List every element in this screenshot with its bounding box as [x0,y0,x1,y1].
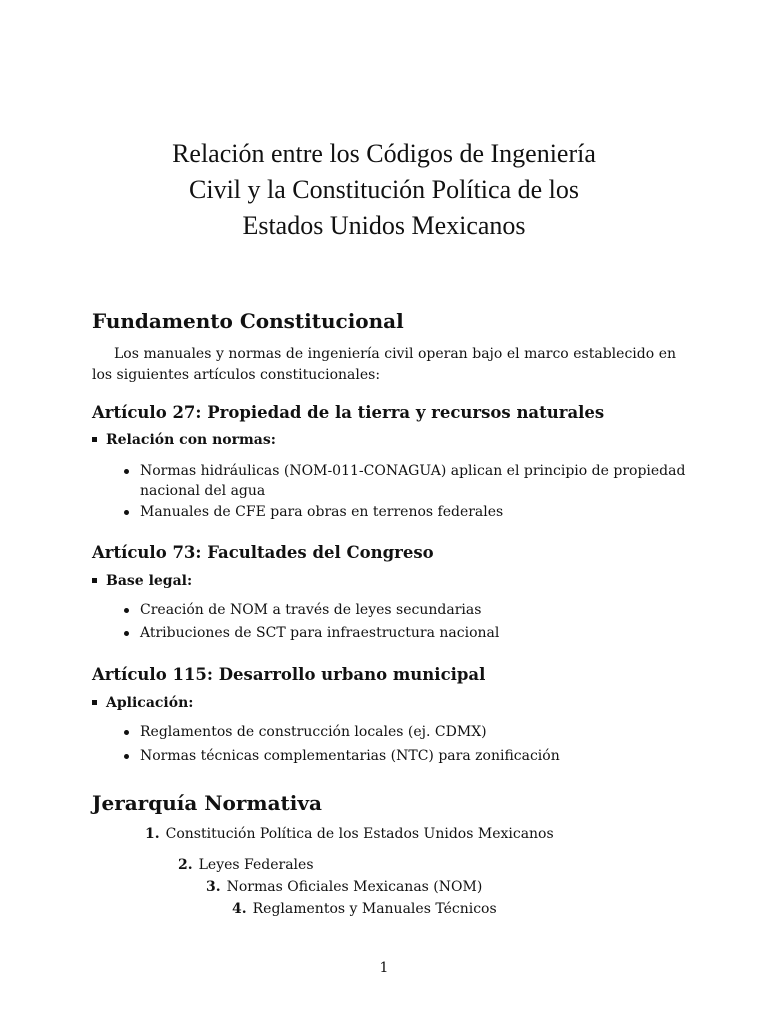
hierarchy-item-2 [178,855,314,875]
title-line: Estados Unidos Mexicanos [242,211,526,240]
item-text: Reglamentos y Manuales Técnicos [252,901,497,917]
article-115-heading: Artículo 115: Desarrollo urbano municipal [92,665,486,684]
bullet-label: Base legal: [106,573,193,589]
list-item-text: Manuales de CFE para obras en terrenos federales [140,504,504,520]
article-73-label [92,571,192,591]
item-number: 2. [178,857,193,873]
hierarchy-item-4 [232,899,497,919]
page-number: 1 [379,960,389,976]
article-27-label [92,430,276,450]
list-item-text: Normas técnicas complementarias (NTC) para zonificación [140,748,560,764]
list-item [124,502,692,522]
article-115-label [92,693,193,713]
intro-paragraph: Los manuales y normas de ingeniería civil operan bajo el marco establecido en los siguientes artículos constitucionales: [92,346,676,383]
square-bullet-icon [92,437,97,442]
list-item [124,600,692,620]
section-heading-jerarquia: Jerarquía Normativa [92,791,322,815]
item-text: Leyes Federales [198,857,314,873]
hierarchy-item-1 [145,824,554,844]
bullet-label: Aplicación: [106,695,194,711]
bullet-icon [124,510,129,515]
bullet-icon [124,754,129,759]
list-item [124,746,692,766]
list-item-text: Reglamentos de construcción locales (ej. CDMX) [140,724,487,740]
list-item [124,623,692,643]
article-27-heading: Artículo 27: Propiedad de la tierra y recursos naturales [92,403,605,422]
list-item-text: Creación de NOM a través de leyes secundarias [140,602,482,618]
item-number: 3. [206,879,221,895]
bullet-icon [124,631,129,636]
hierarchy-item-3 [206,877,482,897]
list-item [124,461,692,501]
list-item-text: Normas hidráulicas (NOM-011-CONAGUA) aplican el principio de propiedad nacional del agua [140,463,686,499]
item-text: Constitución Política de los Estados Unidos Mexicanos [165,826,554,842]
bullet-icon [124,469,129,474]
section-heading-fundamento: Fundamento Constitucional [92,309,404,333]
document-title [90,136,678,244]
bullet-icon [124,730,129,735]
square-bullet-icon [92,578,97,583]
item-text: Normas Oficiales Mexicanas (NOM) [226,879,483,895]
list-item-text: Atribuciones de SCT para infraestructura nacional [140,625,500,641]
item-number: 4. [232,901,247,917]
article-73-heading: Artículo 73: Facultades del Congreso [92,543,434,562]
list-item [124,722,692,742]
title-line: Civil y la Constitución Política de los [189,175,579,204]
item-number: 1. [145,826,160,842]
bullet-icon [124,608,129,613]
bullet-label: Relación con normas: [106,432,276,448]
title-line: Relación entre los Códigos de Ingeniería [172,139,596,168]
square-bullet-icon [92,700,97,705]
